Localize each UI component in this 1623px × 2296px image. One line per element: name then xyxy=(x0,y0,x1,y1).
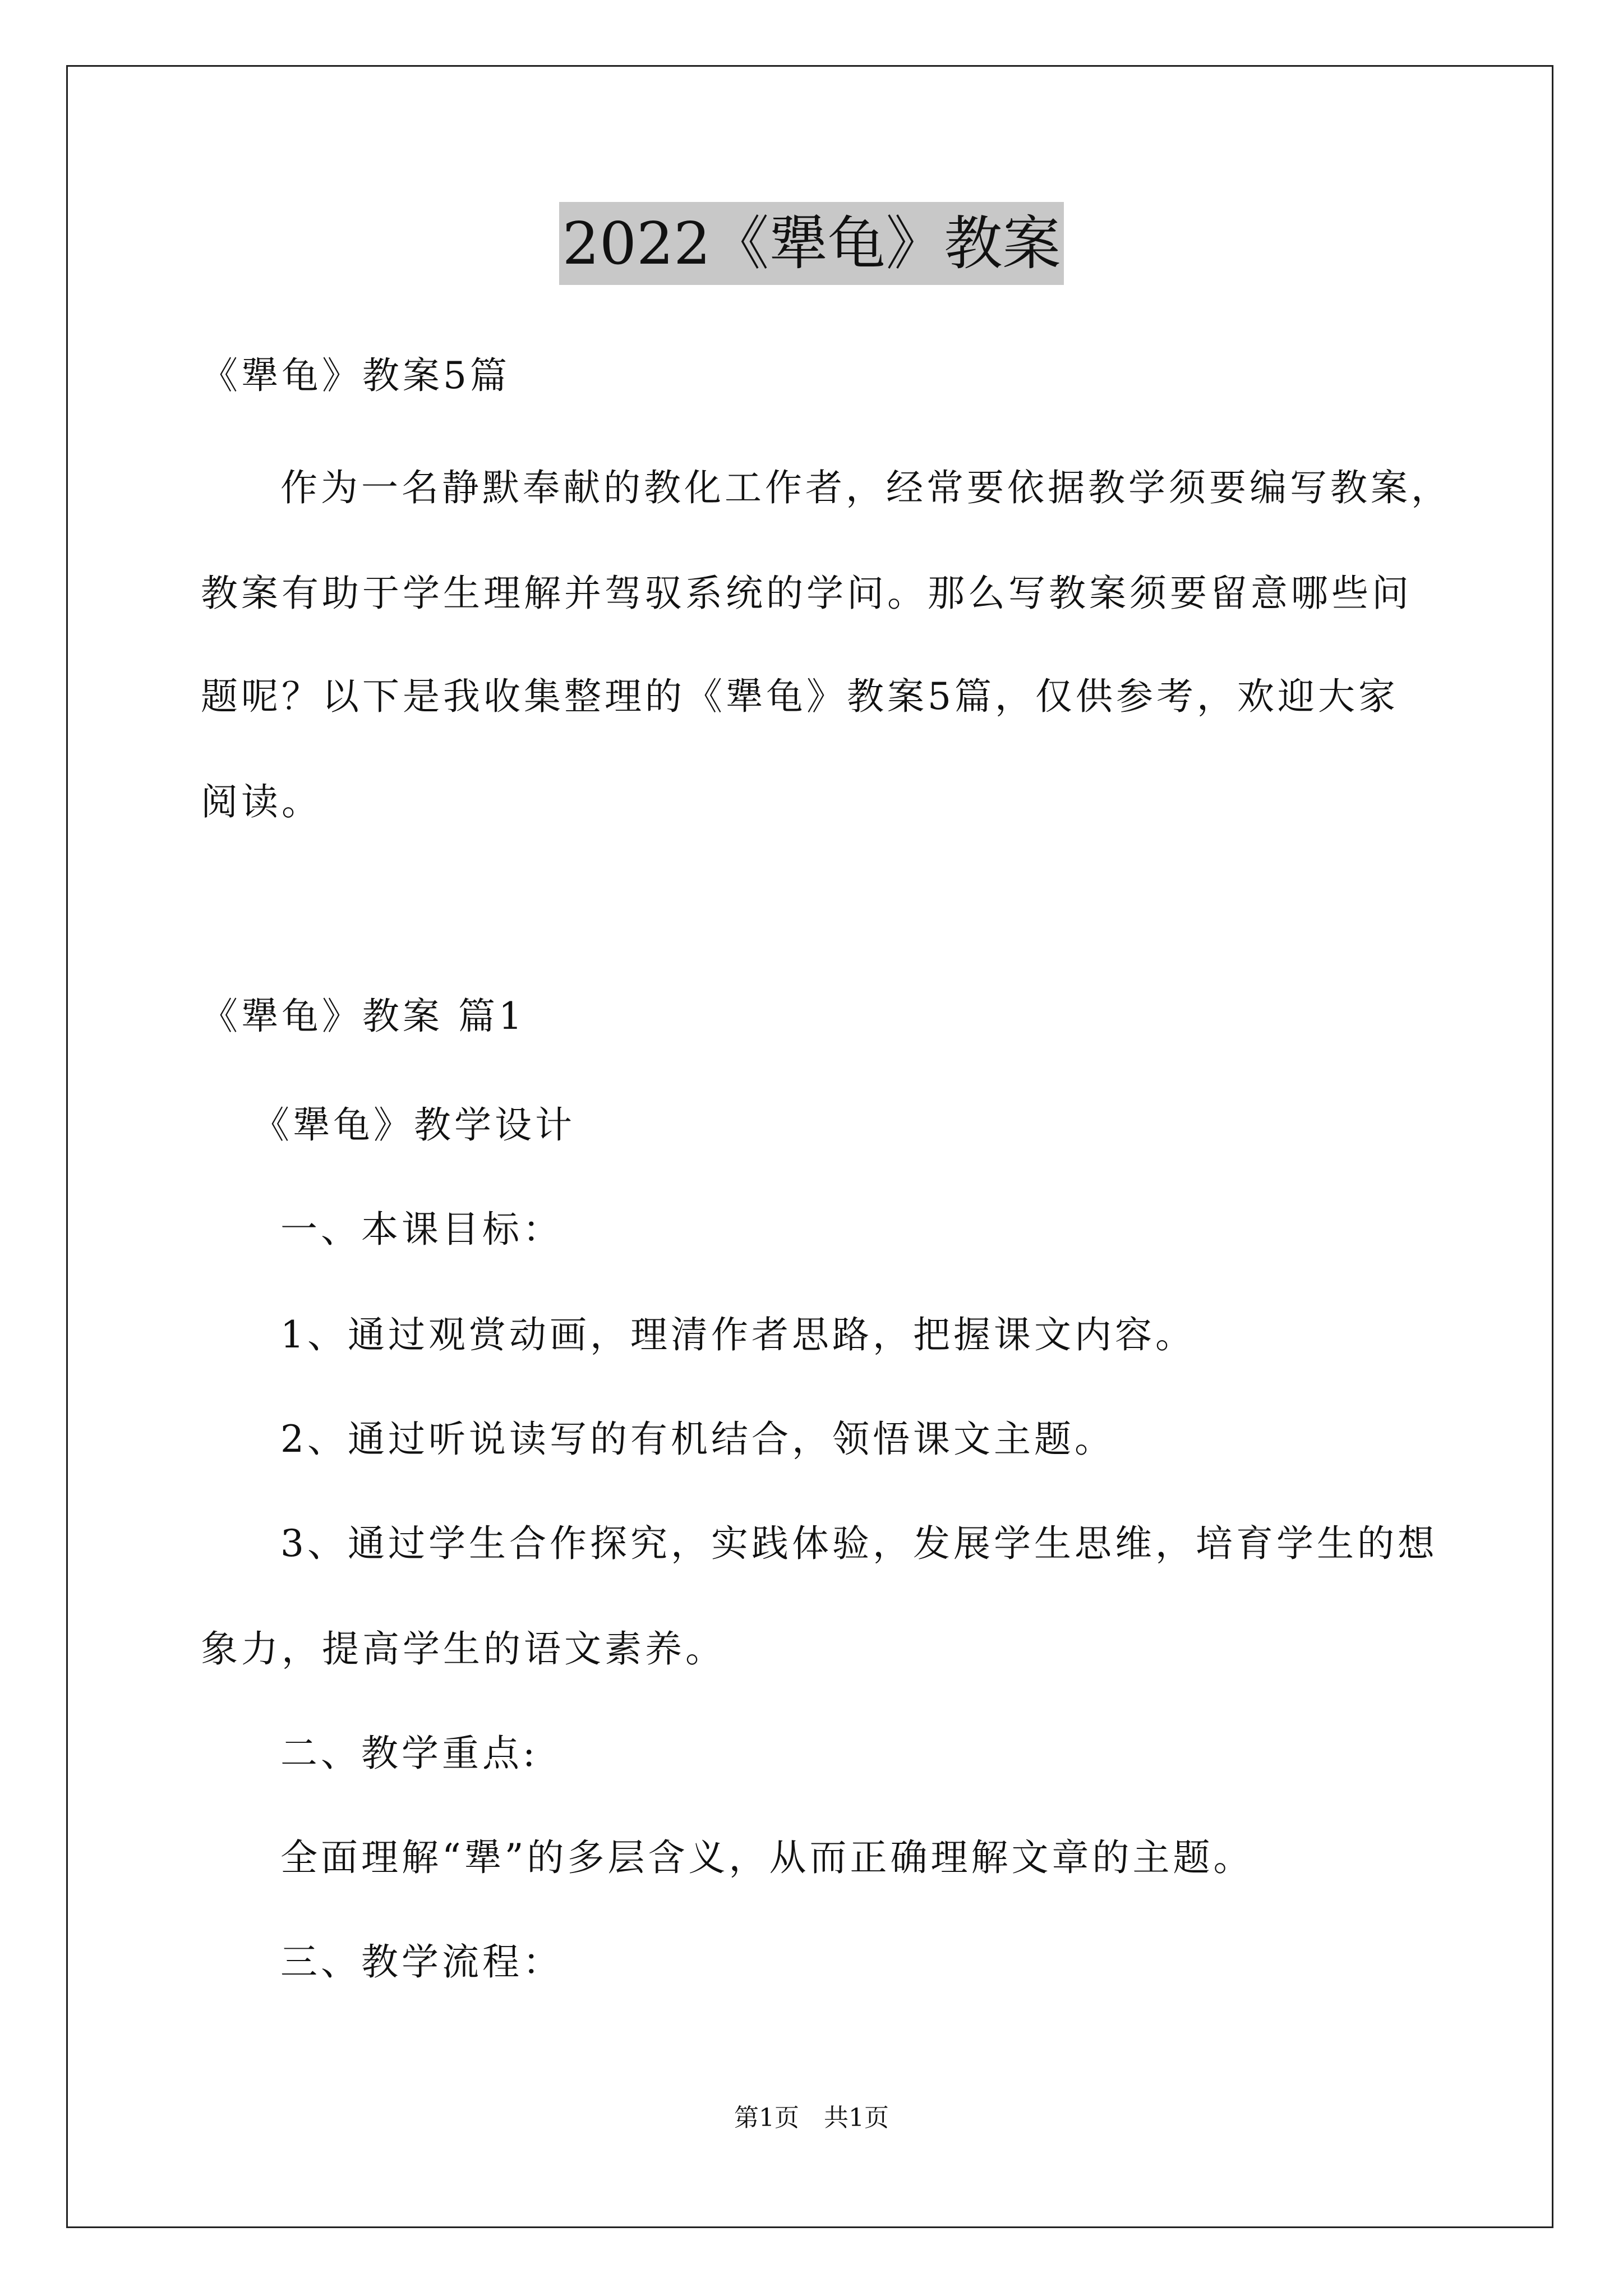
design-title: 《犟龟》教学设计 xyxy=(252,1103,575,1147)
goal-item-2: 2、通过听说读写的有机结合，领悟课文主题。 xyxy=(280,1418,1115,1461)
process-heading: 三、教学流程： xyxy=(280,1940,563,1984)
goal-item-3-line-2: 象力，提高学生的语文素养。 xyxy=(201,1627,726,1671)
document-title: 2022《犟龟》教案 xyxy=(559,202,1064,285)
page-footer: 第1页 共1页 xyxy=(734,2104,889,2132)
section-heading: 《犟龟》教案 篇1 xyxy=(201,995,525,1038)
document-subtitle: 《犟龟》教案5篇 xyxy=(201,354,510,397)
goals-heading: 一、本课目标： xyxy=(280,1208,563,1251)
focus-heading: 二、教学重点: xyxy=(280,1732,539,1775)
goal-item-1: 1、通过观赏动画，理清作者思路，把握课文内容。 xyxy=(280,1313,1196,1356)
intro-line-3: 题呢？以下是我收集整理的《犟龟》教案5篇，仅供参考，欢迎大家 xyxy=(201,675,1399,718)
goal-item-3-line-1: 3、通过学生合作探究，实践体验，发展学生思维，培育学生的想 xyxy=(280,1522,1438,1565)
title-container xyxy=(0,202,1623,285)
intro-line-4: 阅读。 xyxy=(201,780,322,823)
focus-text: 全面理解“犟”的多层含义，从而正确理解文章的主题。 xyxy=(280,1836,1254,1879)
intro-line-1: 作为一名静默奉献的教化工作者，经常要依据教学须要编写教案， xyxy=(280,466,1451,509)
intro-line-2: 教案有助于学生理解并驾驭系统的学问。那么写教案须要留意哪些问 xyxy=(201,572,1412,615)
